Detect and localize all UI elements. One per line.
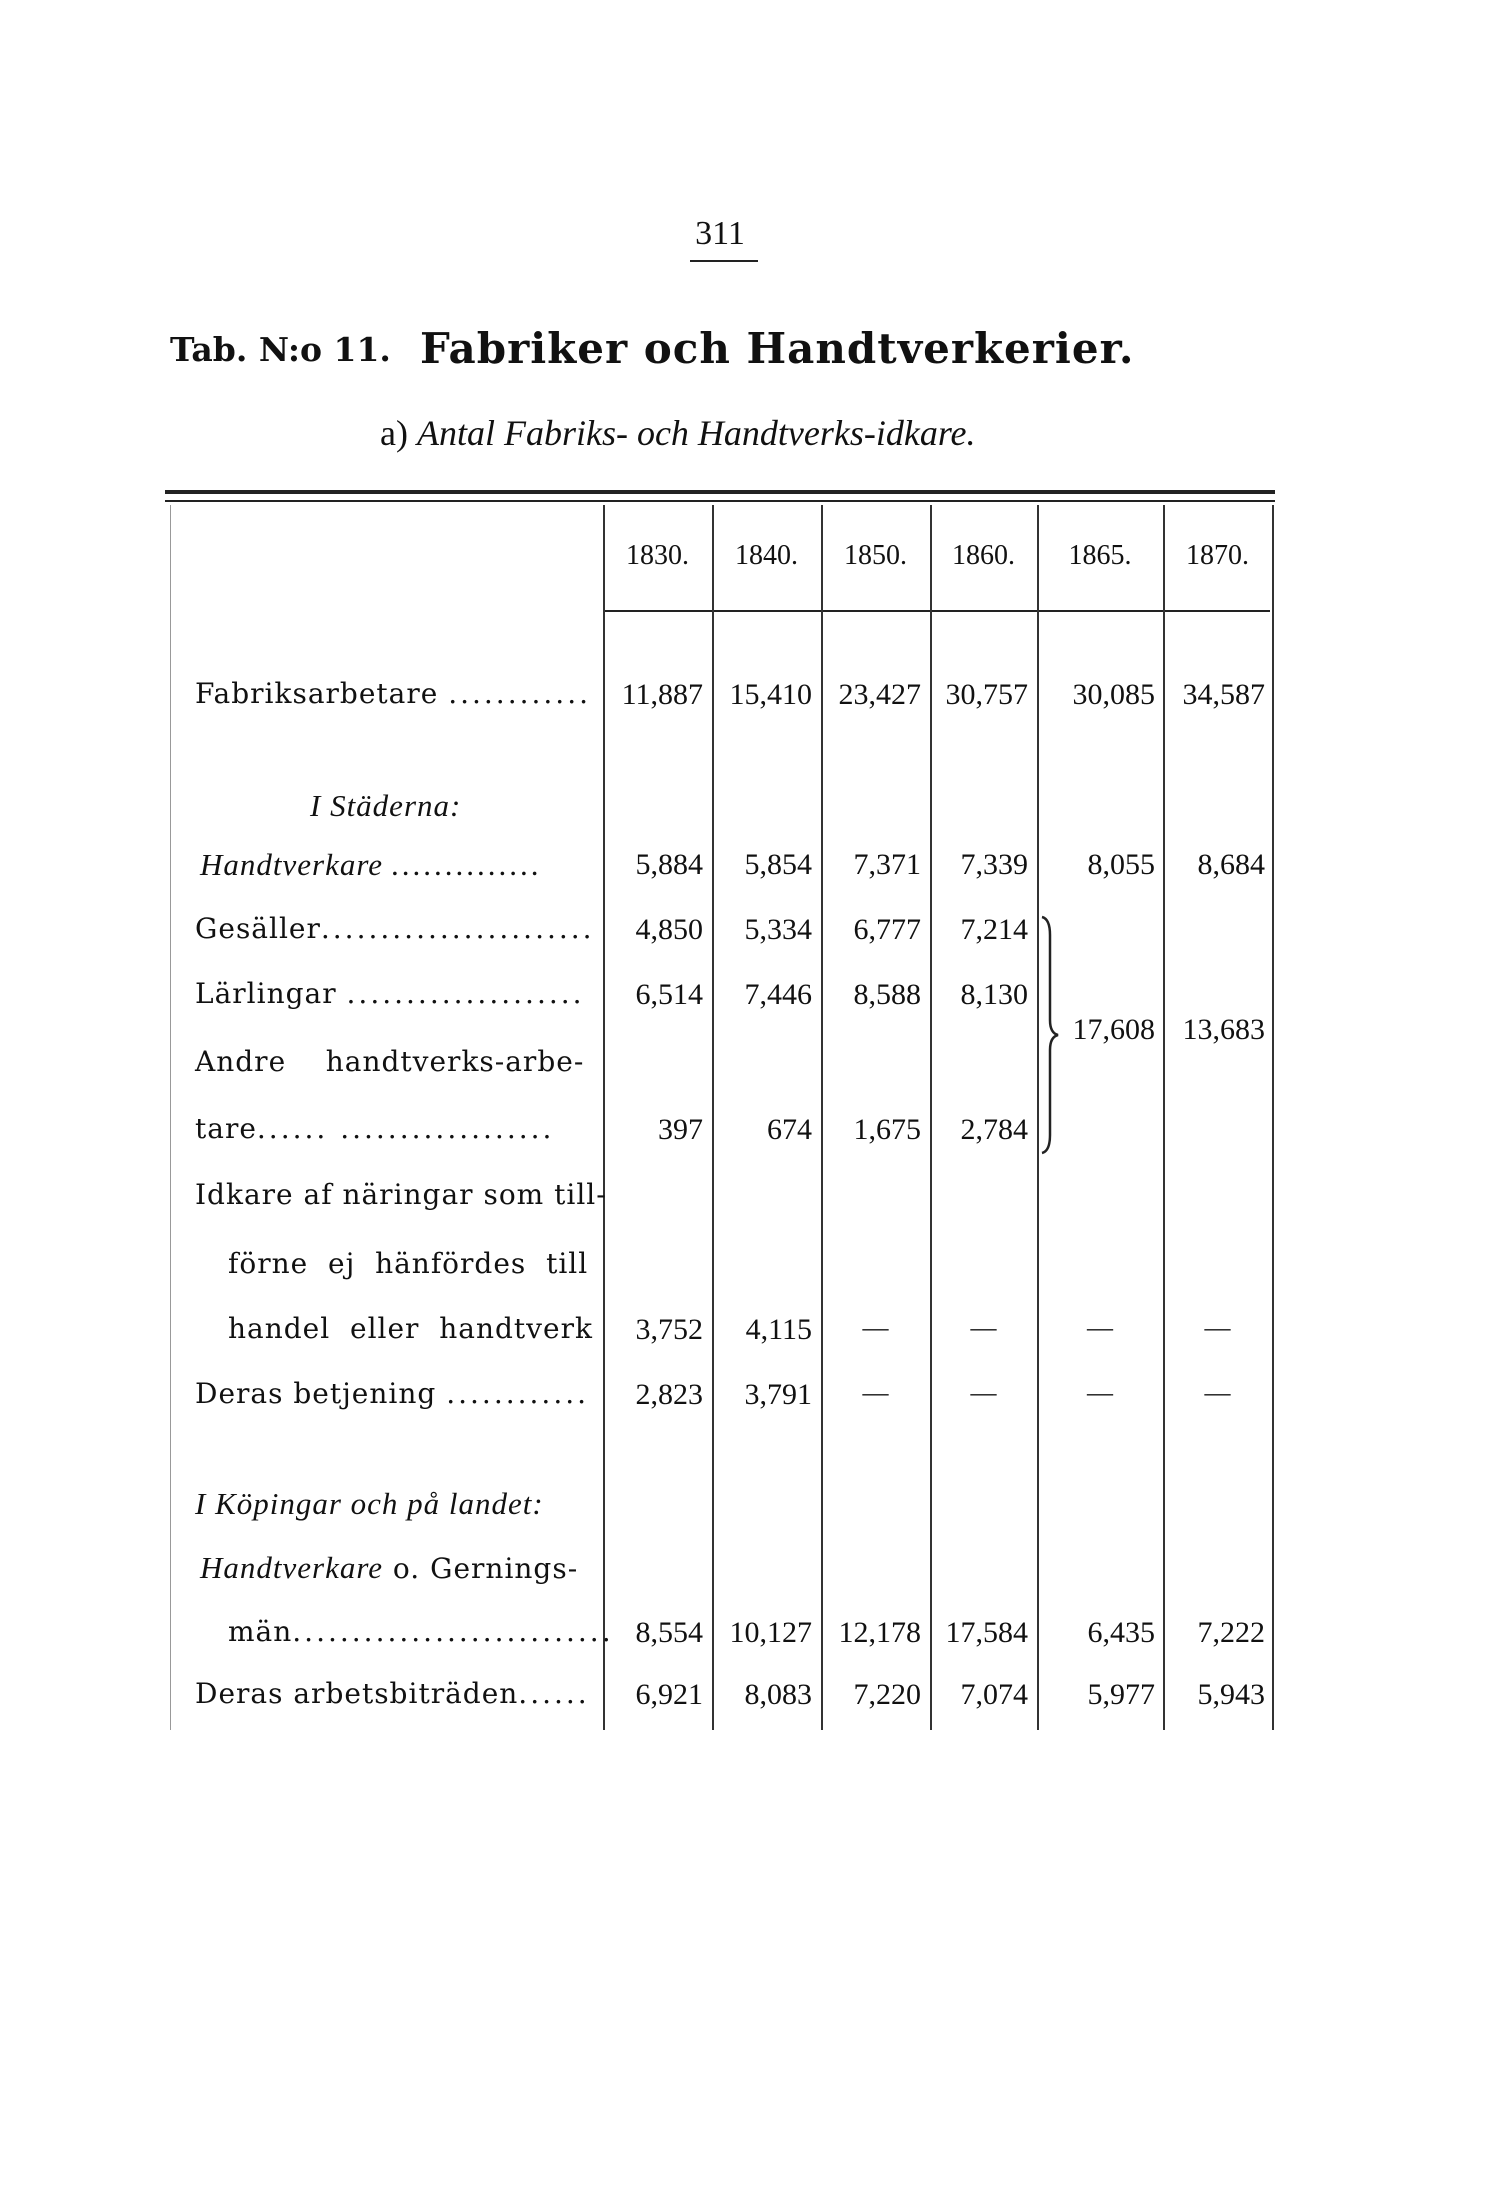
row-label-idkare-line3: handel eller handtverk xyxy=(228,1312,593,1345)
cell-handtverkare-gern-1860: 17,584 xyxy=(945,1616,1028,1649)
year-header-1860: 1860. xyxy=(952,540,1015,571)
section-heading-staderna: I Städerna: xyxy=(310,788,462,823)
header-rule xyxy=(605,610,1270,612)
cell-fabriksarbetare-1830: 11,887 xyxy=(621,678,703,711)
top-rule-thick xyxy=(165,490,1275,494)
left-border xyxy=(170,505,171,1730)
cell-idkare-1860-dash: — xyxy=(970,1313,997,1342)
top-rule-thin xyxy=(165,500,1275,502)
section-heading-kopingar: I Köpingar och på landet: xyxy=(195,1486,544,1521)
row-label-deras-betjening: Deras betjening ............ xyxy=(195,1377,590,1410)
cell-deras-arbetsbitraden-1860: 7,074 xyxy=(960,1678,1028,1711)
cell-andre-1860: 2,784 xyxy=(960,1113,1028,1146)
cell-combined-1865: 17,608 xyxy=(1072,1013,1155,1046)
cell-deras-arbetsbitraden-1850: 7,220 xyxy=(853,1678,921,1711)
row-label-larlingar: Lärlingar .................... xyxy=(195,977,585,1010)
row-label-gesaller: Gesäller....................... xyxy=(195,912,595,945)
row-label-handtverkare-gern-line2: män........................... xyxy=(228,1615,614,1648)
cell-handtverkare-1830: 5,884 xyxy=(635,848,703,881)
row-label-handtverkare-gern-line1: Handtverkare o. Gernings- xyxy=(200,1550,579,1585)
cell-gesaller-1860: 7,214 xyxy=(960,913,1028,946)
cell-gesaller-1840: 5,334 xyxy=(744,913,812,946)
cell-deras-betjening-1830: 2,823 xyxy=(635,1378,703,1411)
cell-andre-1840: 674 xyxy=(767,1113,812,1146)
subtitle-prefix: a) xyxy=(380,413,408,453)
cell-fabriksarbetare-1840: 15,410 xyxy=(729,678,812,711)
page-number: 311 xyxy=(695,215,745,252)
row-label-andre-line1: Andre handtverks-arbe- xyxy=(195,1045,585,1078)
cell-fabriksarbetare-1860: 30,757 xyxy=(945,678,1028,711)
cell-larlingar-1850: 8,588 xyxy=(853,978,921,1011)
row-label-idkare-line1: Idkare af näringar som till- xyxy=(195,1178,607,1211)
cell-handtverkare-1860: 7,339 xyxy=(960,848,1028,881)
cell-larlingar-1840: 7,446 xyxy=(744,978,812,1011)
page-title: Fabriker och Handtverkerier. xyxy=(420,324,1135,373)
cell-combined-1870: 13,683 xyxy=(1182,1013,1265,1046)
cell-fabriksarbetare-1870: 34,587 xyxy=(1182,678,1265,711)
page-number-rule xyxy=(690,260,758,262)
cell-handtverkare-gern-1840: 10,127 xyxy=(729,1616,812,1649)
cell-deras-arbetsbitraden-1840: 8,083 xyxy=(744,1678,812,1711)
cell-handtverkare-1865: 8,055 xyxy=(1087,848,1155,881)
row-label-andre-line2: tare...... .................. xyxy=(195,1112,555,1145)
cell-larlingar-1860: 8,130 xyxy=(960,978,1028,1011)
row-label-handtverkare: Handtverkare .............. xyxy=(200,847,543,882)
cell-handtverkare-1870: 8,684 xyxy=(1197,848,1265,881)
year-header-1870: 1870. xyxy=(1186,540,1249,571)
year-header-1850: 1850. xyxy=(844,540,907,571)
year-header-1865: 1865. xyxy=(1068,540,1132,571)
row-label-deras-arbetsbitraden: Deras arbetsbiträden...... xyxy=(195,1677,590,1710)
right-border xyxy=(1272,505,1274,1730)
cell-handtverkare-gern-1830: 8,554 xyxy=(635,1616,703,1649)
cell-deras-arbetsbitraden-1865: 5,977 xyxy=(1087,1678,1155,1711)
cell-idkare-1840: 4,115 xyxy=(745,1313,812,1346)
cell-deras-betjening-1865-dash: — xyxy=(1087,1378,1113,1407)
row-label-idkare-line2: förne ej hänfördes till xyxy=(228,1247,589,1280)
cell-deras-betjening-1840: 3,791 xyxy=(744,1378,812,1411)
cell-andre-1830: 397 xyxy=(658,1113,703,1146)
cell-deras-betjening-1860-dash: — xyxy=(970,1378,997,1407)
year-header-1840: 1840. xyxy=(735,540,798,571)
cell-fabriksarbetare-1850: 23,427 xyxy=(838,678,921,711)
table-reference: Tab. N:o 11. xyxy=(170,330,391,369)
year-header-1830: 1830. xyxy=(626,540,689,571)
cell-gesaller-1850: 6,777 xyxy=(853,913,921,946)
cell-handtverkare-1840: 5,854 xyxy=(744,848,812,881)
subtitle xyxy=(380,412,976,454)
cell-deras-betjening-1850-dash: — xyxy=(862,1378,889,1407)
cell-handtverkare-gern-1850: 12,178 xyxy=(838,1616,921,1649)
cell-idkare-1870-dash: — xyxy=(1204,1313,1231,1342)
cell-idkare-1850-dash: — xyxy=(862,1313,889,1342)
cell-deras-arbetsbitraden-1870: 5,943 xyxy=(1197,1678,1265,1711)
subtitle-text: Antal Fabriks- och Handtverks-idkare. xyxy=(416,413,976,453)
cell-gesaller-1830: 4,850 xyxy=(635,913,703,946)
cell-handtverkare-gern-1865: 6,435 xyxy=(1087,1616,1155,1649)
brace-icon xyxy=(1038,915,1062,1155)
cell-handtverkare-1850: 7,371 xyxy=(853,848,921,881)
cell-fabriksarbetare-1865: 30,085 xyxy=(1072,678,1155,711)
row-label-fabriksarbetare: Fabriksarbetare ............ xyxy=(195,677,592,710)
cell-idkare-1830: 3,752 xyxy=(635,1313,703,1346)
cell-handtverkare-gern-1870: 7,222 xyxy=(1197,1616,1265,1649)
cell-deras-arbetsbitraden-1830: 6,921 xyxy=(635,1678,703,1711)
cell-larlingar-1830: 6,514 xyxy=(635,978,703,1011)
cell-andre-1850: 1,675 xyxy=(853,1113,921,1146)
cell-idkare-1865-dash: — xyxy=(1087,1313,1113,1342)
cell-deras-betjening-1870-dash: — xyxy=(1204,1378,1231,1407)
